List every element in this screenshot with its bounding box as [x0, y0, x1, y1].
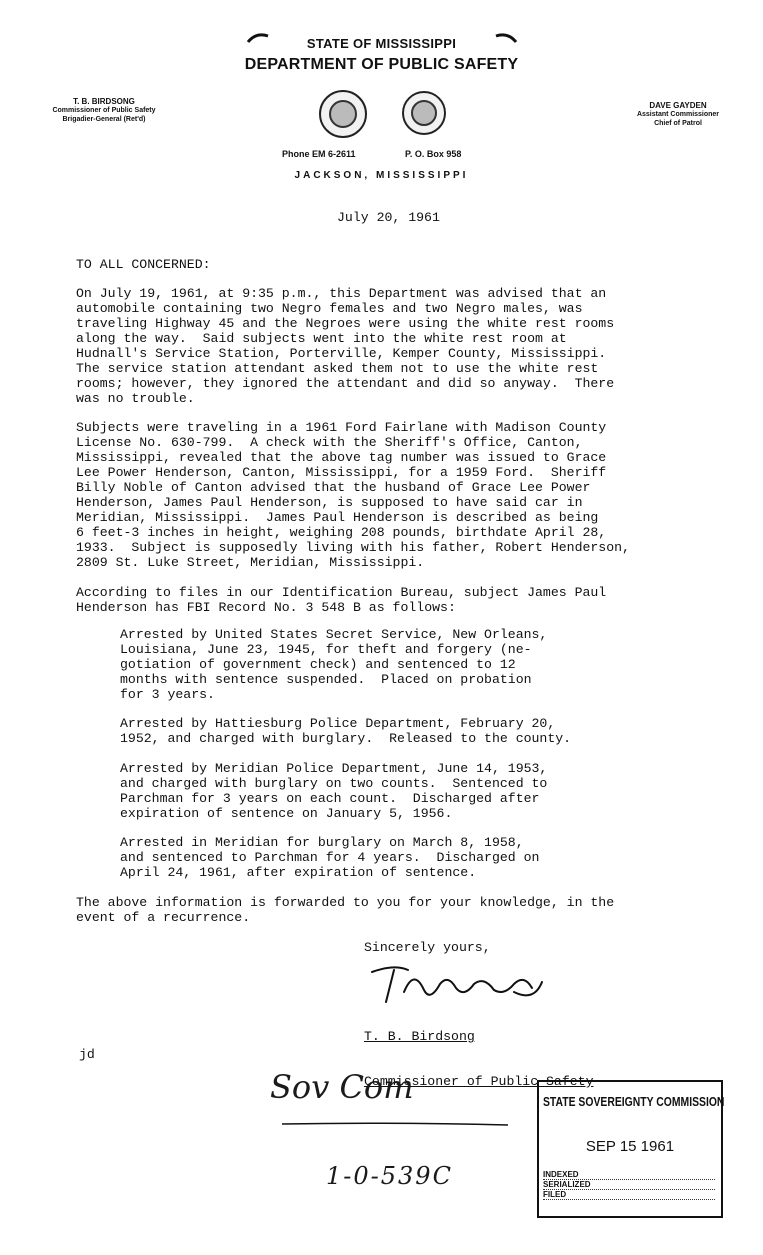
- paragraph-fbi-record: According to files in our Identification Bureau, subject James Paul Henderson has FBI Record No. 3 548 B as follows:: [76, 585, 607, 615]
- po-box: P. O. Box 958: [405, 149, 462, 159]
- assistant-commissioner-block: [608, 101, 748, 128]
- city-line: JACKSON, MISSISSIPPI: [294, 170, 469, 181]
- file-number: 1-0-539C: [326, 1162, 453, 1190]
- commissioner-name: T. B. BIRDSONG: [73, 97, 135, 106]
- letter-date: July 20, 1961: [337, 210, 440, 225]
- record-entry-3: Arrested by Meridian Police Department, June 14, 1953, and charged with burglary on two counts. Sentenced to Parchman for 3 years on each count. Discharged after expiration of sentence on January 5, 1956.: [120, 761, 548, 821]
- closing-paragraph: The above information is forwarded to you for your knowledge, in the event of a recurrence.: [76, 895, 615, 925]
- record-entry-4: Arrested in Meridian for burglary on March 8, 1958, and sentenced to Parchman for 4 years. Discharged on April 24, 1961, after expiration of sentence.: [120, 835, 540, 880]
- commissioner-title: Commissioner of Public Safety: [52, 107, 156, 114]
- typist-initials: jd: [79, 1047, 95, 1062]
- stamp-filed: FILED: [543, 1190, 715, 1200]
- state-heading: STATE OF MISSISSIPPI: [306, 36, 457, 51]
- phone-number: Phone EM 6-2611: [282, 149, 356, 159]
- department-heading: DEPARTMENT OF PUBLIC SAFETY: [244, 56, 519, 73]
- handwritten-note: Sov Com: [270, 1068, 414, 1106]
- stamp-title: STATE SOVEREIGNTY COMMISSION: [543, 1094, 725, 1109]
- patrol-chief-title: Chief of Patrol: [654, 120, 702, 127]
- signer-name: T. B. Birdsong: [364, 1029, 475, 1044]
- police-badge-icon: [402, 91, 446, 135]
- state-seal-icon: [319, 90, 367, 138]
- signer-title: Commissioner of Public Safety: [364, 1074, 594, 1089]
- commissioner-block: [4, 97, 204, 124]
- handwritten-underline: [280, 1120, 510, 1128]
- stamp-serialized: SERIALIZED: [543, 1180, 715, 1190]
- record-entry-2: Arrested by Hattiesburg Police Department, February 20, 1952, and charged with burglary. Released to the county.: [120, 716, 572, 746]
- stamp-date: SEP 15 1961: [585, 1138, 675, 1155]
- paragraph-vehicle: Subjects were traveling in a 1961 Ford Fairlane with Madison County License No. 630-799. A check with the Sheriff's Office, Canton, Mississippi, revealed that the above tag number was issued to Grace Lee Power Henderson, Canton, Mississippi, for a 1959 Ford. Sheriff Billy Noble of Canton advised that the husband of Grace Lee Power Henderson, James Paul Henderson, is supposed to have said car in Meridian, Mississippi. James Paul Henderson is described as being 6 feet-3 inches in height, weighing 208 pounds, birthdate April 28, 1933. Subject is supposedly living with his father, Robert Henderson, 2809 St. Luke Street, Meridian, Mississippi.: [76, 420, 630, 570]
- stamp-fields: [543, 1170, 715, 1200]
- valediction: Sincerely yours,: [364, 940, 491, 955]
- assistant-commissioner-title: Assistant Commissioner: [636, 111, 720, 118]
- record-entry-1: Arrested by United States Secret Service, New Orleans, Louisiana, June 23, 1945, for theft and forgery (ne- gotiation of government check) and sentenced to 12 months with sentence suspended. Placed on probation for 3 years.: [120, 627, 548, 702]
- received-stamp: [537, 1080, 723, 1218]
- stamp-indexed: INDEXED: [543, 1170, 715, 1180]
- salutation: TO ALL CONCERNED:: [76, 257, 211, 272]
- paragraph-incident: On July 19, 1961, at 9:35 p.m., this Department was advised that an automobile containing two Negro females and two Negro males, was traveling Highway 45 and the Negroes were using the white rest rooms along the way. Said subjects went into the white rest room at Hudnall's Service Station, Porterville, Kemper County, Mississippi. The service station attendant asked them not to use the white rest rooms; however, they ignored the attendant and did so anyway. There was no trouble.: [76, 286, 615, 406]
- assistant-commissioner-name: DAVE GAYDEN: [649, 101, 707, 110]
- commissioner-rank: Brigadier-General (Ret'd): [62, 116, 146, 123]
